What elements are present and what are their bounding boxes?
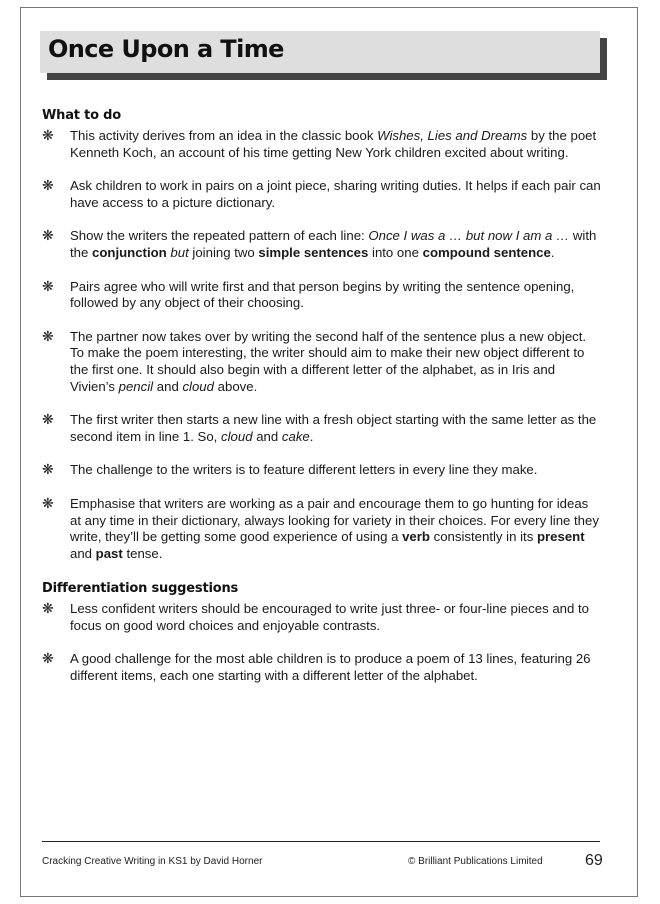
differentiation-list xyxy=(42,601,602,684)
text-segment: past xyxy=(95,545,123,561)
list-item xyxy=(42,496,602,562)
text-segment: Less confident writers should be encouraged to write just three- or four-line pieces and to focus on good word choices and enjoyable contrasts. xyxy=(70,601,589,633)
differentiation-section xyxy=(42,581,602,684)
text-segment: joining two xyxy=(188,244,259,260)
text-segment: Once I was a … but now I am a … xyxy=(368,228,570,244)
text-segment: above. xyxy=(213,378,258,394)
footer-publisher: © Brilliant Publications Limited xyxy=(408,856,543,867)
list-item xyxy=(42,412,602,445)
differentiation-heading: Differentiation suggestions xyxy=(42,581,239,596)
text-segment: Ask children to work in pairs on a joint piece, sharing writing duties. It helps if each pair can have access to a picture dictionary. xyxy=(70,178,601,210)
text-segment: verb xyxy=(402,529,430,545)
text-segment: Wishes, Lies and Dreams xyxy=(377,128,528,143)
what-to-do-heading: What to do xyxy=(42,108,122,123)
text-segment: A good challenge for the most able children is to produce a poem of 13 lines, featuring 26 different items, each one starting with a different letter of the alphabet. xyxy=(70,651,591,683)
list-item xyxy=(42,329,602,395)
text-segment: tense. xyxy=(122,545,163,561)
asterisk-bullet-icon: ❋ xyxy=(42,600,54,616)
text-segment: and xyxy=(252,428,282,444)
text-segment: cloud xyxy=(182,378,214,394)
text-segment: Show the writers the repeated pattern of each line: xyxy=(70,228,369,244)
text-segment: with the xyxy=(70,228,597,260)
text-segment: This activity derives from an idea in the classic book xyxy=(70,128,378,143)
text-segment: by the poet Kenneth Koch, an account of his time getting New York children excited about writing. xyxy=(70,128,597,160)
asterisk-bullet-icon: ❋ xyxy=(42,494,54,511)
text-segment: but xyxy=(170,244,189,260)
what-to-do-section xyxy=(42,108,602,562)
text-segment: cake xyxy=(281,428,310,444)
footer-book-title: Cracking Creative Writing in KS1 by David Horner xyxy=(42,856,263,867)
list-item xyxy=(42,128,602,161)
footer-divider xyxy=(42,841,600,842)
text-segment: conjunction xyxy=(92,244,167,260)
text-segment: The partner now takes over by writing the second half of the sentence plus a new object. To make the poem interesting, the writer should aim to make their new object different to the first one. It should also begin with a different letter of the alphabet, as in Iris and Vivien’s xyxy=(70,328,587,394)
list-item xyxy=(42,651,602,684)
text-segment: present xyxy=(536,529,585,545)
asterisk-bullet-icon: ❋ xyxy=(42,650,54,667)
text-segment: cloud xyxy=(221,428,253,444)
asterisk-bullet-icon: ❋ xyxy=(42,327,54,344)
list-item xyxy=(42,601,602,634)
text-segment: Emphasise that writers are working as a pair and encourage them to go hunting for ideas at any time in their dictionary, always looking for variety in their choices. For every line they write, they’ll be getting some good experience of using a xyxy=(70,495,599,545)
text-segment: . xyxy=(309,428,314,444)
text-segment: compound sentence xyxy=(422,244,551,260)
text-segment: . xyxy=(550,244,555,260)
page-title: Once Upon a Time xyxy=(48,35,284,63)
list-item xyxy=(42,279,602,312)
asterisk-bullet-icon: ❋ xyxy=(42,227,54,244)
list-item xyxy=(42,178,602,211)
text-segment: pencil xyxy=(118,378,154,394)
page-number: 69 xyxy=(585,852,603,869)
asterisk-bullet-icon: ❋ xyxy=(42,277,54,294)
asterisk-bullet-icon: ❋ xyxy=(42,461,54,478)
list-item xyxy=(42,228,602,261)
text-segment: into one xyxy=(368,244,423,260)
asterisk-bullet-icon: ❋ xyxy=(42,411,54,428)
list-item xyxy=(42,462,602,479)
what-to-do-list xyxy=(42,128,602,562)
text-segment: consistently in its xyxy=(429,529,537,545)
text-segment: The first writer then starts a new line with a fresh object starting with the same letter as the second item in line 1. So, xyxy=(70,412,597,444)
text-segment: Pairs agree who will write first and that person begins by writing the sentence opening, followed by any object of their choosing. xyxy=(70,278,575,311)
asterisk-bullet-icon: ❋ xyxy=(42,127,54,143)
asterisk-bullet-icon: ❋ xyxy=(42,177,54,194)
title-banner xyxy=(40,31,600,73)
text-segment: simple sentences xyxy=(258,244,369,260)
text-segment: and xyxy=(70,545,96,561)
text-segment: The challenge to the writers is to feature different letters in every line they make. xyxy=(70,462,538,478)
text-segment: and xyxy=(153,378,183,394)
